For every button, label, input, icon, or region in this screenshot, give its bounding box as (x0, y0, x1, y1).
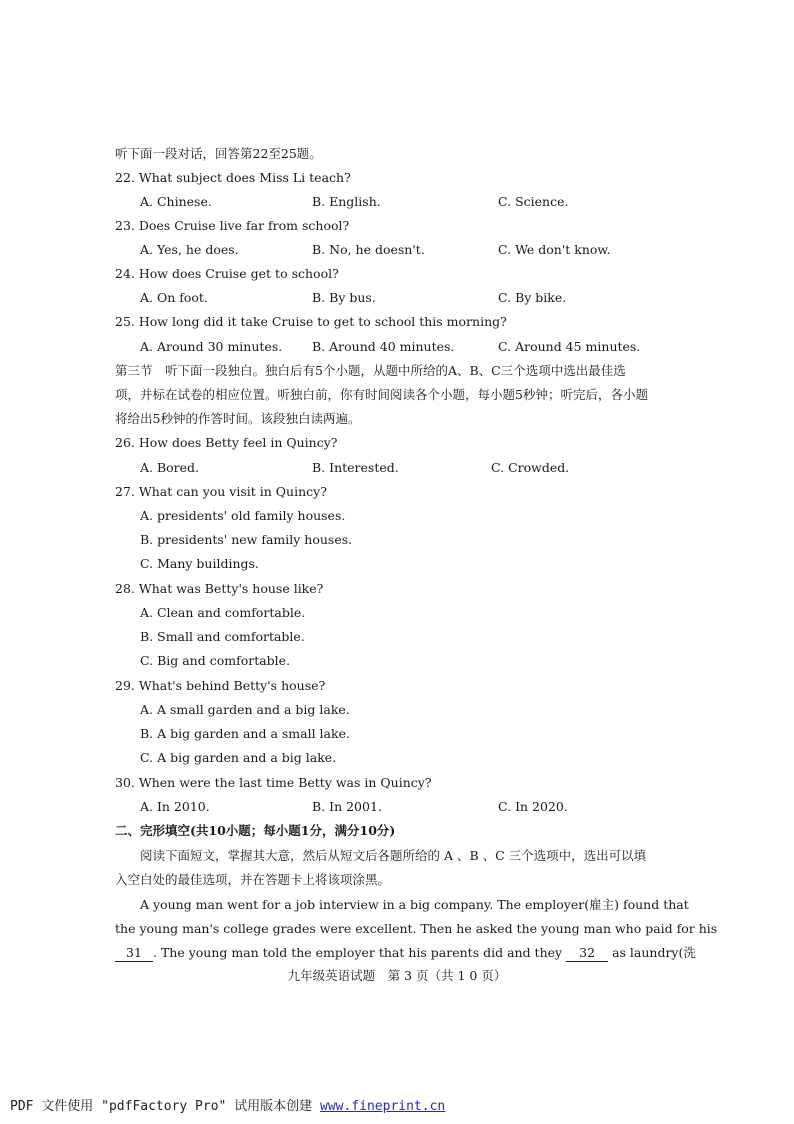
section3-instruction-line2: 项，并标在试卷的相应位置。听独白前，你有时间阅读各个小题，每小题5秒钟；听完后，各小题 (115, 387, 648, 402)
q27-option-a: A. presidents' old family houses. (140, 508, 346, 523)
question-number: 30. (115, 775, 135, 790)
question-number: 23. (115, 218, 135, 233)
q29-option-c: C. A big garden and a big lake. (140, 750, 337, 765)
question-28 (115, 581, 323, 597)
q24-option-b: B. By bus. (312, 290, 376, 305)
q27-option-b: B. presidents' new family houses. (140, 532, 353, 547)
blank-32: 32 (566, 945, 608, 962)
q27-option-c: C. Many buildings. (140, 556, 259, 571)
q23-option-c: C. We don't know. (498, 242, 611, 257)
question-number: 27. (115, 484, 135, 499)
question-27 (115, 484, 327, 500)
q30-option-a: A. In 2010. (140, 799, 210, 814)
cloze-instruction-line1: 阅读下面短文，掌握其大意，然后从短文后各题所给的 A 、B 、C 三个选项中，选出可以填 (140, 848, 647, 863)
q29-option-b: B. A big garden and a small lake. (140, 726, 350, 741)
question-text: When were the last time Betty was in Quincy? (138, 775, 432, 790)
section3-instruction-line1: 第三节 听下面一段独白。独白后有5个小题，从题中所给的A、B、C三个选项中选出最佳选 (115, 363, 626, 378)
question-text: What's behind Betty's house? (138, 678, 326, 693)
cloze-section-heading: 二、完形填空(共10小题；每小题1分，满分10分) (115, 823, 396, 838)
q30-option-c: C. In 2020. (498, 799, 568, 814)
q25-option-c: C. Around 45 minutes. (498, 339, 641, 354)
passage-line3-end: as laundry(洗 (612, 945, 696, 960)
q23-option-a: A. Yes, he does. (140, 242, 239, 257)
question-22 (115, 170, 351, 186)
question-26 (115, 435, 337, 451)
pdf-note-text: PDF 文件使用 "pdfFactory Pro" 试用版本创建 (10, 1099, 321, 1114)
question-text: How does Betty feel in Quincy? (138, 435, 338, 450)
question-29 (115, 678, 325, 694)
question-number: 22. (115, 170, 135, 185)
q23-option-b: B. No, he doesn't. (312, 242, 425, 257)
question-number: 29. (115, 678, 135, 693)
q22-option-c: C. Science. (498, 194, 569, 209)
pdf-watermark-note (10, 1095, 445, 1114)
question-number: 26. (115, 435, 135, 450)
q28-option-b: B. Small and comfortable. (140, 629, 305, 644)
q28-option-a: A. Clean and comfortable. (140, 605, 306, 620)
question-24 (115, 266, 339, 282)
cloze-instruction-line2: 入空白处的最佳选项，并在答题卡上将该项涂黑。 (115, 872, 391, 887)
question-number: 25. (115, 314, 135, 329)
listening-intro-22-25: 听下面一段对话，回答第22至25题。 (115, 146, 322, 161)
question-30 (115, 775, 432, 791)
question-text: What can you visit in Quincy? (138, 484, 327, 499)
fineprint-link[interactable]: www.fineprint.cn (320, 1099, 446, 1114)
q28-option-c: C. Big and comfortable. (140, 653, 291, 668)
question-23 (115, 218, 349, 234)
q25-option-a: A. Around 30 minutes. (140, 339, 283, 354)
q26-option-a: A. Bored. (140, 460, 200, 475)
question-25 (115, 314, 507, 330)
q29-option-a: A. A small garden and a big lake. (140, 702, 350, 717)
q22-option-b: B. English. (312, 194, 381, 209)
blank-31: 31 (115, 945, 153, 962)
q25-option-b: B. Around 40 minutes. (312, 339, 455, 354)
passage-line3 (115, 945, 696, 962)
passage-line3-middle: . The young man told the employer that his parents did and they (153, 945, 563, 960)
section3-instruction-line3: 将给出5秒钟的作答时间。该段独白读两遍。 (115, 411, 361, 426)
q26-option-c: C. Crowded. (491, 460, 570, 475)
question-text: What was Betty's house like? (138, 581, 324, 596)
question-text: What subject does Miss Li teach? (138, 170, 351, 185)
q22-option-a: A. Chinese. (140, 194, 212, 209)
q30-option-b: B. In 2001. (312, 799, 382, 814)
q26-option-b: B. Interested. (312, 460, 399, 475)
page-footer: 九年级英语试题 第 3 页（共 1 0 页） (287, 968, 507, 983)
question-number: 24. (115, 266, 135, 281)
q24-option-a: A. On foot. (140, 290, 208, 305)
question-text: Does Cruise live far from school? (138, 218, 350, 233)
passage-line1: A young man went for a job interview in a big company. The employer(雇主) found that (140, 897, 689, 912)
passage-line2: the young man's college grades were excellent. Then he asked the young man who paid for his (115, 921, 718, 936)
question-text: How long did it take Cruise to get to school this morning? (138, 314, 507, 329)
question-number: 28. (115, 581, 135, 596)
q24-option-c: C. By bike. (498, 290, 567, 305)
question-text: How does Cruise get to school? (138, 266, 339, 281)
